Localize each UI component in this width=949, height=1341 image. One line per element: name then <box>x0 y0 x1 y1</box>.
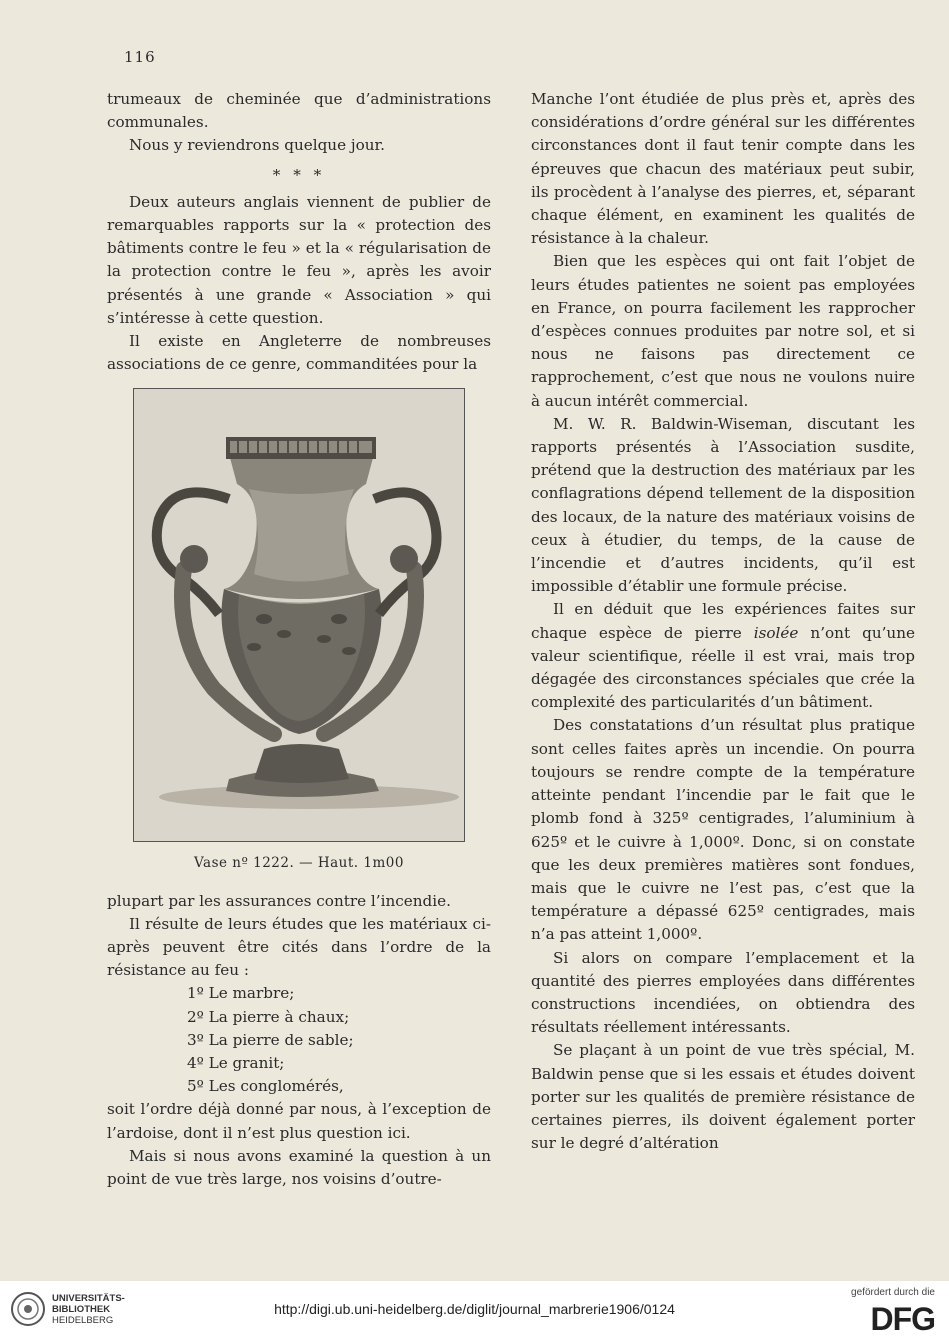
list-item: 5º Les conglomérés, <box>187 1077 344 1096</box>
list-item: 1º Le marbre; <box>187 984 295 1003</box>
list-item: 4º Le granit; <box>187 1054 285 1073</box>
paragraph: Il résulte de leurs études que les matériaux ci-après peuvent être cités dans l’ordre de la résistance au feu : <box>107 914 491 980</box>
list-item: 2º La pierre à chaux; <box>187 1007 350 1026</box>
paragraph: Mais si nous avons examiné la question à un point de vue très large, nos voisins d’outre- <box>107 1146 491 1189</box>
paragraph: Nous y reviendrons quelque jour. <box>129 136 385 155</box>
source-url-link[interactable]: http://digi.ub.uni-heidelberg.de/diglit/journal_marbrerie1906/0124 <box>274 1301 675 1317</box>
dfg-logo: DFG <box>870 1301 935 1337</box>
paragraph-text: Il en déduit que les expériences faites sur chaque espèce de pierre <box>531 600 915 642</box>
page-number: 116 <box>124 48 156 66</box>
right-column <box>531 88 915 1155</box>
paragraph: Se plaçant à un point de vue très spécial, M. Baldwin pense que si les essais et études doivent porter sur les qualités de première résistance de certaines pierres, ils doivent également porter sur le degré d’altération <box>531 1041 915 1153</box>
library-line: BIBLIOTHEK <box>52 1304 111 1315</box>
library-line: UNIVERSITÄTS- <box>52 1293 125 1304</box>
left-column <box>107 88 491 1191</box>
paragraph: Il existe en Angleterre de nombreuses associations de ce genre, commanditées pour la <box>107 332 491 374</box>
funding-label: gefördert durch die <box>851 1287 935 1298</box>
paragraph: plupart par les assurances contre l’incendie. <box>107 891 451 910</box>
paragraph <box>531 598 915 714</box>
paragraph: M. W. R. Baldwin-Wiseman, discutant les rapports présentés à l’Association susdite, prétend que la destruction des matériaux par les conflagrations dépend tellement de la disposition des locaux, de la nature des matériaux voisins de ceux à étudier, du temps, de la cause de l’incendie et d’autres incidents, qu’il est impossible d’établir une formule précise. <box>531 414 915 596</box>
vase-drawing <box>134 389 464 841</box>
library-line: HEIDELBERG <box>52 1315 114 1326</box>
italic-word: isolée <box>753 623 799 642</box>
section-divider: * * * <box>272 165 326 184</box>
figure-caption: Vase nº 1222. — Haut. 1m00 <box>194 855 404 872</box>
paragraph: Bien que les espèces qui ont fait l’objet de leurs études patientes ne soient pas employées en France, on pourra facilement les rapprocher d’espèces connues produites par notre sol, et si nous ne faisons pas directement ce rapprochement, c’est que nous ne voulons nuire à aucun intérêt commercial. <box>531 252 915 410</box>
footer-bar <box>0 1281 949 1341</box>
paragraph: Manche l’ont étudiée de plus près et, après des considérations d’ordre général sur les différentes circonstances dont il faut tenir compte dans les épreuves que chacun des matériaux peut subir, ils procèdent à l’analyse des pierres, et, séparant chaque élément, en examinent les qualités de résistance à la chaleur. <box>531 90 915 248</box>
list-item: 3º La pierre de sable; <box>187 1030 354 1049</box>
paragraph-text: n’ont qu’une valeur scientifique, réelle il est vrai, mais trop dégagée des circonstances spéciales que crée la complexité des particularités d’un bâtiment. <box>531 623 915 712</box>
paragraph: soit l’ordre déjà donné par nous, à l’exception de l’ardoise, dont il n’est plus question ici. <box>107 1100 491 1142</box>
paragraph: Deux auteurs anglais viennent de publier de remarquables rapports sur la « protection des bâtiments contre le feu » et la « régularisation de la protection contre le feu », après les avoir présentés à une grande « Association » qui s’intéresse à cette question. <box>107 192 491 327</box>
paragraph: Des constatations d’un résultat plus pratique sont celles faites après un incendie. On pourra toujours se rendre compte de la température atteinte pendant l’incendie par le fait que le plomb fond à 325º centigrades, l’aluminium à 625º et le cuivre à 1,000º. Donc, si on constate que les deux premières matières sont fondues, mais que le cuivre ne l’est pas, c’est que la température a dépassé 625º centigrades, mais n’a pas atteint 1,000º. <box>531 716 915 944</box>
vase-illustration <box>133 388 465 842</box>
paragraph: Si alors on compare l’emplacement et la quantité des pierres employées dans différentes constructions incendiées, on obtiendra des résultats réellement intéressants. <box>531 948 915 1037</box>
paragraph: trumeaux de cheminée que d’administrations communales. <box>107 90 491 132</box>
